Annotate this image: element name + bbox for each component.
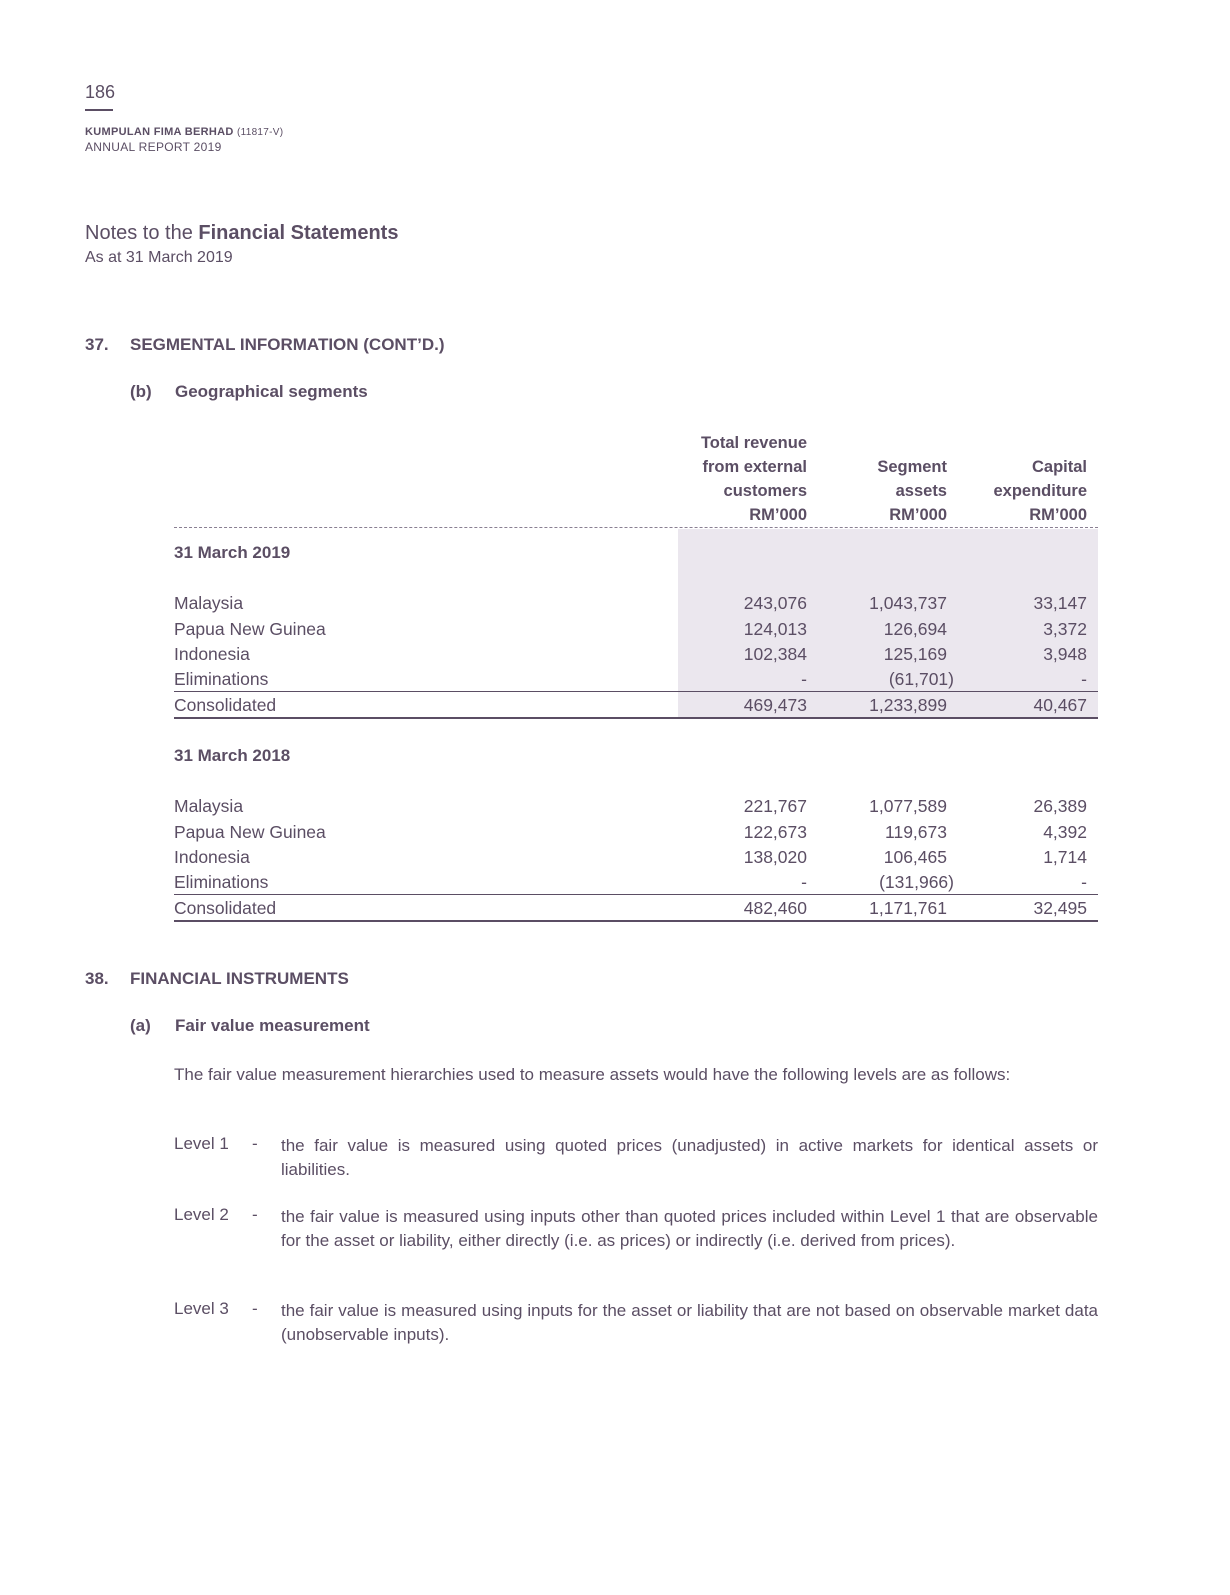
capex-cell: 1,714 xyxy=(1043,847,1087,867)
capex-cell: - xyxy=(1081,669,1087,689)
page-title xyxy=(85,222,398,245)
subsection-number: (a) xyxy=(130,1016,151,1035)
capex-cell: 4,392 xyxy=(1043,822,1087,842)
level-dash: - xyxy=(252,1134,258,1153)
revenue-cell: - xyxy=(801,669,807,689)
row-label: Eliminations xyxy=(174,872,269,892)
header-line: RM’000 xyxy=(749,506,807,524)
revenue-cell: 243,076 xyxy=(743,593,807,613)
revenue-cell: 102,384 xyxy=(743,644,807,664)
page-title-bold: Financial Statements xyxy=(198,222,399,244)
subsection-title: Fair value measurement xyxy=(175,1016,370,1035)
section-title: SEGMENTAL INFORMATION (CONT’D.) xyxy=(130,335,445,354)
table-row xyxy=(174,822,1098,847)
revenue-cell: 124,013 xyxy=(743,619,807,639)
company-registration: (11817-V) xyxy=(236,127,284,138)
revenue-cell: 221,767 xyxy=(743,796,807,816)
header-line: expenditure xyxy=(993,482,1087,500)
header-line: RM’000 xyxy=(1029,506,1087,524)
row-label: Consolidated xyxy=(174,898,277,918)
level-description: the fair value is measured using inputs other than quoted prices included within Level 1 that are observable for the asset or liability, either directly (i.e. as prices) or indirectly (i.e. derived from prices). xyxy=(281,1207,1098,1250)
page-subtitle: As at 31 March 2019 xyxy=(85,249,233,266)
column-header-revenue xyxy=(701,431,807,527)
row-label: Indonesia xyxy=(174,847,250,867)
row-label: Malaysia xyxy=(174,796,244,816)
section-38-heading xyxy=(85,969,685,991)
table-row-total xyxy=(174,894,1098,922)
section-title: FINANCIAL INSTRUMENTS xyxy=(130,969,349,988)
row-label: Eliminations xyxy=(174,669,269,689)
level-label: Level 2 xyxy=(174,1205,229,1224)
capex-cell: 26,389 xyxy=(1033,796,1087,816)
section-37-heading xyxy=(85,335,685,357)
section-number: 37. xyxy=(85,335,109,354)
level-description: the fair value is measured using quoted prices (unadjusted) in active markets for identical assets or liabilities. xyxy=(281,1136,1098,1179)
capex-cell: 40,467 xyxy=(1033,695,1087,715)
table-row xyxy=(174,644,1098,669)
revenue-cell: 122,673 xyxy=(743,822,807,842)
assets-cell: 119,673 xyxy=(885,822,947,842)
assets-cell: 1,233,899 xyxy=(869,695,947,715)
level-dash: - xyxy=(252,1205,258,1224)
page-number-rule xyxy=(85,109,113,111)
assets-cell: (131,966) xyxy=(879,872,954,892)
table-row xyxy=(174,619,1098,644)
report-name: ANNUAL REPORT 2019 xyxy=(85,140,222,154)
table-row xyxy=(174,847,1098,872)
level-dash: - xyxy=(252,1299,258,1318)
level-label: Level 3 xyxy=(174,1299,229,1318)
level-description: the fair value is measured using inputs for the asset or liability that are not based on observable market data (unobservable inputs). xyxy=(281,1301,1098,1344)
header-line: customers xyxy=(723,482,807,500)
assets-cell: 126,694 xyxy=(883,619,947,639)
capex-cell: 3,372 xyxy=(1043,619,1087,639)
capex-cell: 32,495 xyxy=(1033,898,1087,918)
assets-cell: (61,701) xyxy=(888,669,954,689)
header-line: Segment xyxy=(877,458,947,476)
revenue-cell: 482,460 xyxy=(743,898,807,918)
row-label: Papua New Guinea xyxy=(174,619,326,639)
table-row xyxy=(174,593,1098,618)
revenue-cell: - xyxy=(801,872,807,892)
level-label: Level 1 xyxy=(174,1134,229,1153)
column-header-segment-assets xyxy=(877,455,947,527)
revenue-cell: 469,473 xyxy=(743,695,807,715)
header-line: Capital xyxy=(1031,458,1087,476)
row-label: Consolidated xyxy=(174,695,277,715)
subsection-a-heading xyxy=(130,1016,730,1038)
period-label-2019: 31 March 2019 xyxy=(174,543,291,562)
assets-cell: 1,077,589 xyxy=(869,796,947,816)
header-divider xyxy=(174,527,1098,528)
assets-cell: 106,465 xyxy=(883,847,947,867)
header-line: Total revenue xyxy=(700,434,807,452)
assets-cell: 1,171,761 xyxy=(869,898,947,918)
row-label: Malaysia xyxy=(174,593,244,613)
revenue-cell: 138,020 xyxy=(743,847,807,867)
company-name-line xyxy=(85,126,283,138)
capex-cell: 33,147 xyxy=(1033,593,1087,613)
assets-cell: 125,169 xyxy=(883,644,947,664)
intro-paragraph: The fair value measurement hierarchies used to measure assets would have the following levels are as follows: xyxy=(174,1065,1011,1084)
subsection-title: Geographical segments xyxy=(175,382,368,401)
company-name: KUMPULAN FIMA BERHAD xyxy=(85,126,234,138)
section-number: 38. xyxy=(85,969,109,988)
header-line: from external xyxy=(702,458,807,476)
header-line: RM’000 xyxy=(889,506,947,524)
subsection-b-heading xyxy=(130,382,730,404)
table-row xyxy=(174,796,1098,821)
subsection-number: (b) xyxy=(130,382,152,401)
page-number: 186 xyxy=(85,82,116,102)
capex-cell: - xyxy=(1081,872,1087,892)
capex-cell: 3,948 xyxy=(1043,644,1087,664)
row-label: Papua New Guinea xyxy=(174,822,326,842)
table-row-total xyxy=(174,691,1098,719)
header-line: assets xyxy=(895,482,947,500)
column-header-capital-expenditure xyxy=(993,455,1087,527)
page-title-prefix: Notes to the xyxy=(85,222,199,244)
row-label: Indonesia xyxy=(174,644,250,664)
period-label-2018: 31 March 2018 xyxy=(174,746,291,765)
assets-cell: 1,043,737 xyxy=(869,593,947,613)
